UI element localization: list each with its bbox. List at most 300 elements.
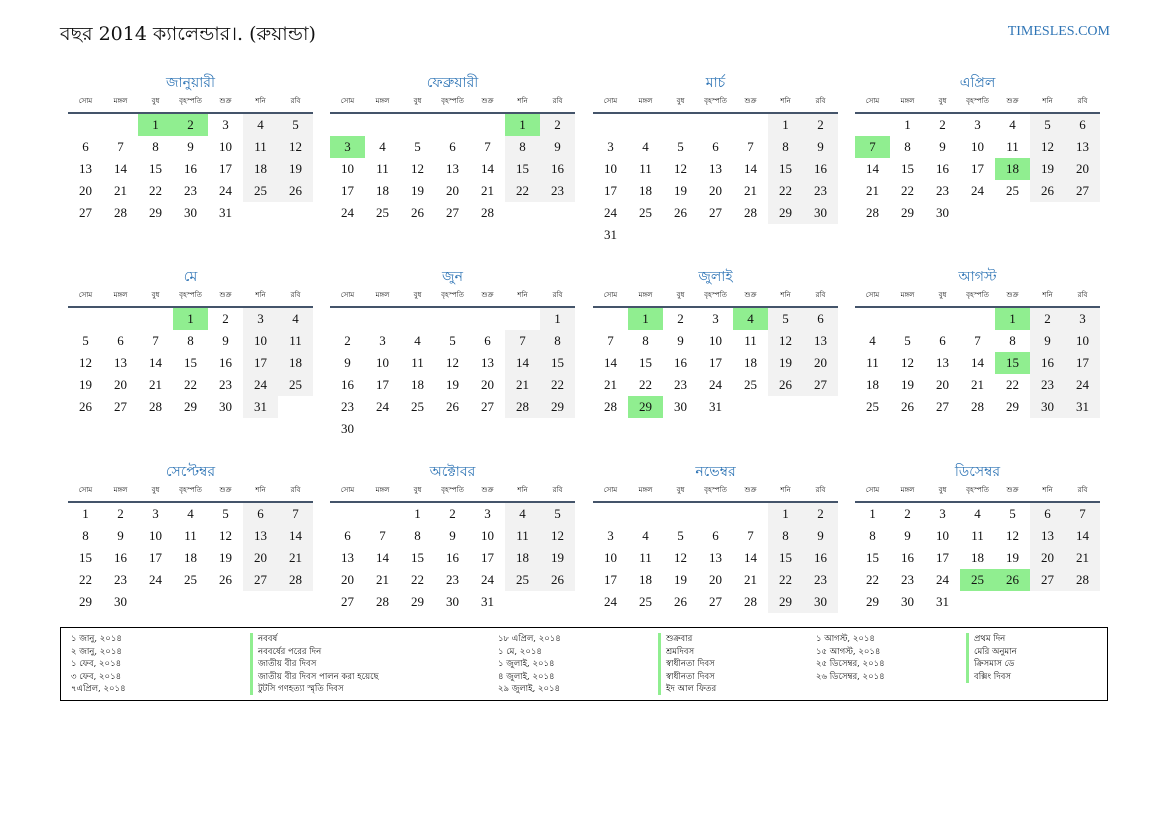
day-cell: 13	[114, 355, 127, 370]
legend-col3-dates	[816, 633, 885, 683]
weekday-label: বৃহস্পতি	[441, 97, 464, 105]
weekday-header	[68, 94, 313, 108]
legend-name: প্রথম দিন	[974, 634, 1006, 644]
weekday-label: শুক্র	[481, 486, 494, 494]
weekday-label: সোম	[865, 291, 880, 299]
legend-name: নববর্ষ	[258, 634, 278, 644]
day-cell: 3	[939, 506, 946, 521]
empty-cell	[365, 503, 400, 525]
day-cell: 23	[446, 572, 459, 587]
weekday-header	[330, 288, 575, 302]
day-cell: 23	[184, 183, 197, 198]
day-cell: 8	[540, 330, 575, 352]
day-cell: 6	[484, 333, 491, 348]
day-cell: 8	[414, 528, 421, 543]
day-cell: 10	[376, 355, 389, 370]
day-cell: 6	[939, 333, 946, 348]
weekday-label: বুধ	[413, 97, 422, 105]
empty-cell	[733, 114, 768, 136]
day-cell: 8	[82, 528, 89, 543]
day-cell: 10	[709, 333, 722, 348]
day-cell: 29	[540, 396, 575, 418]
day-cell: 2	[449, 506, 456, 521]
day-cell: 3	[712, 311, 719, 326]
day-cell: 26	[1030, 180, 1065, 202]
day-cell: 26	[219, 572, 232, 587]
day-cell: 2	[1030, 308, 1065, 330]
weekday-label: সোম	[340, 97, 355, 105]
day-cell: 22	[411, 572, 424, 587]
weekday-header	[330, 483, 575, 497]
day-cell: 15	[768, 547, 803, 569]
day-cell: 24	[604, 205, 617, 220]
weekday-label: বৃহস্পতি	[179, 291, 202, 299]
day-cell: 20	[243, 547, 278, 569]
day-cell: 22	[768, 180, 803, 202]
day-cell: 22	[79, 572, 92, 587]
day-cell: 6	[1030, 503, 1065, 525]
day-cell: 31	[219, 205, 232, 220]
day-cell: 1	[138, 114, 173, 136]
day-cell: 15	[995, 352, 1030, 374]
weekday-label: শনি	[780, 486, 791, 494]
day-cell: 1	[414, 506, 421, 521]
day-cell: 5	[677, 528, 684, 543]
day-cell: 5	[82, 333, 89, 348]
day-cell: 29	[1006, 399, 1019, 414]
day-cell: 11	[971, 528, 984, 543]
day-cell: 10	[604, 161, 617, 176]
month-name: জুন	[442, 269, 463, 285]
weekday-header	[593, 288, 838, 302]
day-cell: 3	[607, 528, 614, 543]
day-cell: 27	[481, 399, 494, 414]
day-cell: 20	[709, 572, 722, 587]
day-cell: 7	[379, 528, 386, 543]
day-cell: 12	[1030, 136, 1065, 158]
legend-bar	[250, 633, 253, 695]
day-cell: 27	[1065, 180, 1100, 202]
month-name: এপ্রিল	[959, 75, 996, 91]
day-cell: 6	[712, 528, 719, 543]
day-cell: 10	[971, 139, 984, 154]
day-cell: 16	[674, 355, 687, 370]
legend-date: ১ মে, ২০১৪	[498, 646, 542, 657]
month-calendar	[593, 266, 838, 418]
day-cell: 23	[1030, 374, 1065, 396]
weekday-label: শুক্র	[1006, 97, 1019, 105]
weekday-label: মঙ্গল	[113, 291, 128, 299]
month-name: অক্টোবর	[429, 464, 476, 480]
day-cell: 24	[149, 572, 162, 587]
day-cell: 13	[803, 330, 838, 352]
day-cell: 8	[642, 333, 649, 348]
weekday-label: সোম	[865, 97, 880, 105]
day-cell: 27	[1030, 569, 1065, 591]
weekday-label: শনি	[780, 97, 791, 105]
weekday-label: শুক্র	[744, 291, 757, 299]
day-cell: 22	[901, 183, 914, 198]
legend-col1-names	[258, 633, 379, 696]
day-cell: 4	[642, 528, 649, 543]
day-cell: 3	[1065, 308, 1100, 330]
day-cell: 25	[639, 205, 652, 220]
day-cell: 29	[901, 205, 914, 220]
day-grid	[593, 308, 838, 418]
weekday-header	[68, 483, 313, 497]
day-cell: 22	[1006, 377, 1019, 392]
day-cell: 9	[222, 333, 229, 348]
day-grid	[855, 308, 1100, 418]
day-cell: 12	[674, 161, 687, 176]
day-cell: 13	[341, 550, 354, 565]
weekday-label: বুধ	[413, 486, 422, 494]
day-cell: 25	[960, 569, 995, 591]
day-cell: 18	[376, 183, 389, 198]
day-cell: 21	[114, 183, 127, 198]
weekday-label: শনি	[1042, 97, 1053, 105]
day-cell: 16	[803, 158, 838, 180]
day-cell: 28	[114, 205, 127, 220]
month-calendar	[855, 461, 1100, 613]
day-cell: 19	[674, 572, 687, 587]
day-cell: 14	[604, 355, 617, 370]
legend-date: ৭এপ্রিল, ২০১৪	[71, 684, 126, 694]
legend-col3-names	[974, 633, 1017, 683]
day-cell: 24	[341, 205, 354, 220]
day-cell: 17	[936, 550, 949, 565]
day-cell: 8	[152, 139, 159, 154]
day-cell: 17	[219, 161, 232, 176]
day-cell: 30	[114, 594, 127, 609]
day-cell: 14	[505, 352, 540, 374]
day-cell: 10	[149, 528, 162, 543]
day-cell: 19	[411, 183, 424, 198]
day-cell: 23	[219, 377, 232, 392]
day-cell: 20	[936, 377, 949, 392]
weekday-label: শনি	[255, 486, 266, 494]
day-cell: 16	[341, 377, 354, 392]
weekday-header	[855, 288, 1100, 302]
day-cell: 3	[974, 117, 981, 132]
day-cell: 19	[446, 377, 459, 392]
day-cell: 10	[936, 528, 949, 543]
day-cell: 11	[1006, 139, 1019, 154]
day-cell: 24	[243, 374, 278, 396]
legend-name: শ্রমদিবস	[666, 646, 695, 657]
day-cell: 24	[481, 572, 494, 587]
day-cell: 30	[803, 591, 838, 613]
page-title: বছর 2014 ক্যালেন্ডার।. (রুয়ান্ডা)	[60, 23, 316, 45]
day-cell: 11	[744, 333, 757, 348]
day-cell: 7	[974, 333, 981, 348]
day-cell: 26	[411, 205, 424, 220]
day-cell: 1	[768, 503, 803, 525]
day-cell: 13	[243, 525, 278, 547]
day-cell: 25	[376, 205, 389, 220]
legend-date: ২ জানু, ২০১৪	[71, 646, 122, 657]
weekday-label: বুধ	[938, 291, 947, 299]
empty-cell	[925, 308, 960, 330]
day-cell: 3	[243, 308, 278, 330]
weekday-label: বুধ	[151, 486, 160, 494]
day-cell: 5	[677, 139, 684, 154]
weekday-label: শুক্র	[219, 486, 232, 494]
day-cell: 18	[639, 183, 652, 198]
weekday-label: রবি	[290, 291, 301, 299]
month-calendar	[330, 266, 575, 440]
weekday-label: বুধ	[151, 291, 160, 299]
day-cell: 19	[1006, 550, 1019, 565]
day-cell: 26	[278, 180, 313, 202]
day-cell: 16	[219, 355, 232, 370]
day-cell: 29	[628, 396, 663, 418]
day-cell: 22	[540, 374, 575, 396]
day-cell: 24	[1065, 374, 1100, 396]
weekday-label: সোম	[78, 97, 93, 105]
day-cell: 18	[184, 550, 197, 565]
empty-cell	[698, 114, 733, 136]
weekday-label: শনি	[517, 97, 528, 105]
site-link[interactable]: TIMESLES.COM	[1007, 24, 1110, 39]
legend-date: ১৮ এপ্রিল, ২০১৪	[498, 634, 561, 644]
weekday-label: মঙ্গল	[900, 486, 915, 494]
weekday-label: মঙ্গল	[375, 486, 390, 494]
day-cell: 11	[278, 330, 313, 352]
legend-date: ১৫ আগস্ট, ২০১৪	[816, 646, 881, 657]
weekday-header	[593, 94, 838, 108]
month-name: আগস্ট	[958, 269, 997, 285]
day-cell: 25	[278, 374, 313, 396]
day-cell: 5	[1009, 506, 1016, 521]
month-calendar	[330, 461, 575, 613]
legend-col1-dates	[71, 633, 126, 696]
weekday-label: রবি	[1077, 291, 1088, 299]
day-cell: 7	[278, 503, 313, 525]
weekday-label: রবি	[290, 97, 301, 105]
day-cell: 25	[1006, 183, 1019, 198]
day-cell: 1	[628, 308, 663, 330]
weekday-label: মঙ্গল	[900, 97, 915, 105]
day-cell: 1	[540, 308, 575, 330]
day-cell: 14	[744, 161, 757, 176]
empty-cell	[663, 114, 698, 136]
day-cell: 3	[222, 117, 229, 132]
empty-cell	[68, 308, 103, 330]
day-cell: 26	[674, 594, 687, 609]
day-cell: 3	[379, 333, 386, 348]
day-cell: 7	[747, 528, 754, 543]
day-cell: 13	[709, 550, 722, 565]
day-cell: 19	[278, 158, 313, 180]
day-cell: 26	[674, 205, 687, 220]
day-cell: 4	[974, 506, 981, 521]
weekday-label: সোম	[603, 97, 618, 105]
day-cell: 8	[1009, 333, 1016, 348]
empty-cell	[593, 114, 628, 136]
day-cell: 17	[243, 352, 278, 374]
day-cell: 18	[995, 158, 1030, 180]
day-cell: 30	[674, 399, 687, 414]
day-cell: 31	[936, 594, 949, 609]
day-cell: 22	[866, 572, 879, 587]
day-cell: 2	[173, 114, 208, 136]
day-cell: 17	[604, 572, 617, 587]
weekday-label: মঙ্গল	[113, 486, 128, 494]
day-cell: 4	[243, 114, 278, 136]
day-cell: 12	[411, 161, 424, 176]
day-cell: 11	[184, 528, 197, 543]
weekday-label: সোম	[603, 291, 618, 299]
day-cell: 24	[219, 183, 232, 198]
legend-bar	[966, 633, 969, 683]
day-cell: 8	[768, 525, 803, 547]
holiday-legend	[60, 627, 1108, 701]
month-name: জানুয়ারী	[166, 75, 215, 91]
month-calendar	[330, 72, 575, 224]
weekday-label: শনি	[1042, 291, 1053, 299]
weekday-label: বুধ	[676, 97, 685, 105]
day-cell: 19	[768, 352, 803, 374]
day-cell: 16	[936, 161, 949, 176]
weekday-label: বৃহস্পতি	[179, 486, 202, 494]
empty-cell	[435, 114, 470, 136]
weekday-label: শুক্র	[1006, 486, 1019, 494]
day-cell: 8	[768, 136, 803, 158]
empty-cell	[68, 114, 103, 136]
day-cell: 11	[243, 136, 278, 158]
empty-cell	[435, 308, 470, 330]
day-cell: 19	[901, 377, 914, 392]
day-cell: 30	[446, 594, 459, 609]
day-cell: 5	[449, 333, 456, 348]
month-name: মে	[183, 269, 198, 285]
day-cell: 9	[449, 528, 456, 543]
day-cell: 28	[866, 205, 879, 220]
day-cell: 21	[505, 374, 540, 396]
day-cell: 12	[901, 355, 914, 370]
empty-cell	[855, 114, 890, 136]
day-cell: 11	[639, 161, 652, 176]
day-cell: 28	[744, 594, 757, 609]
day-cell: 6	[1065, 114, 1100, 136]
day-cell: 13	[79, 161, 92, 176]
weekday-label: বৃহস্পতি	[704, 291, 727, 299]
day-cell: 20	[803, 352, 838, 374]
weekday-label: মঙ্গল	[900, 291, 915, 299]
day-cell: 26	[995, 569, 1030, 591]
weekday-label: বুধ	[413, 291, 422, 299]
day-cell: 3	[484, 506, 491, 521]
legend-date: ৩ ফেব, ২০১৪	[71, 671, 122, 682]
weekday-label: মঙ্গল	[113, 97, 128, 105]
day-cell: 15	[768, 158, 803, 180]
day-cell: 6	[117, 333, 124, 348]
day-cell: 4	[414, 333, 421, 348]
day-cell: 7	[117, 139, 124, 154]
weekday-label: মঙ্গল	[638, 97, 653, 105]
day-cell: 11	[376, 161, 389, 176]
day-cell: 2	[803, 503, 838, 525]
day-cell: 30	[901, 594, 914, 609]
day-cell: 5	[222, 506, 229, 521]
day-cell: 18	[866, 377, 879, 392]
legend-col2-names	[666, 633, 716, 696]
day-cell: 12	[446, 355, 459, 370]
day-cell: 19	[79, 377, 92, 392]
day-cell: 22	[149, 183, 162, 198]
weekday-label: সোম	[340, 291, 355, 299]
day-cell: 7	[747, 139, 754, 154]
day-cell: 29	[184, 399, 197, 414]
month-name: সেপ্টেম্বর	[165, 464, 216, 480]
month-calendar	[68, 72, 313, 224]
day-cell: 1	[173, 308, 208, 330]
empty-cell	[470, 114, 505, 136]
day-cell: 7	[484, 139, 491, 154]
day-cell: 13	[1065, 136, 1100, 158]
month-name: ফেব্রুয়ারী	[426, 75, 479, 91]
weekday-label: শুক্র	[481, 291, 494, 299]
weekday-label: মঙ্গল	[638, 486, 653, 494]
legend-name: স্বাধীনতা দিবস	[666, 659, 715, 669]
day-cell: 30	[184, 205, 197, 220]
month-name: নভেম্বর	[695, 464, 736, 480]
day-cell: 20	[481, 377, 494, 392]
weekday-label: রবি	[552, 486, 563, 494]
day-grid	[68, 114, 313, 224]
legend-name: স্বাধীনতা দিবস	[666, 671, 715, 682]
empty-cell	[400, 114, 435, 136]
day-cell: 5	[904, 333, 911, 348]
empty-cell	[890, 308, 925, 330]
day-cell: 4	[505, 503, 540, 525]
legend-col2-dates	[498, 633, 561, 696]
weekday-label: শনি	[780, 291, 791, 299]
day-cell: 30	[219, 399, 232, 414]
weekday-label: শনি	[255, 97, 266, 105]
weekday-label: সোম	[78, 291, 93, 299]
empty-cell	[960, 308, 995, 330]
day-cell: 5	[540, 503, 575, 525]
empty-cell	[470, 308, 505, 330]
legend-date: ২৯ জুলাই, ২০১৪	[498, 684, 561, 694]
legend-name: ক্রিসমাস ডে	[974, 659, 1015, 669]
day-cell: 4	[642, 139, 649, 154]
day-cell: 25	[243, 180, 278, 202]
day-cell: 25	[639, 594, 652, 609]
day-cell: 16	[901, 550, 914, 565]
empty-cell	[855, 308, 890, 330]
empty-cell	[628, 114, 663, 136]
empty-cell	[330, 503, 365, 525]
day-cell: 21	[744, 572, 757, 587]
day-cell: 9	[540, 136, 575, 158]
month-name: মার্চ	[705, 75, 726, 91]
day-cell: 11	[639, 550, 652, 565]
day-cell: 26	[901, 399, 914, 414]
day-cell: 31	[243, 396, 278, 418]
day-cell: 20	[79, 183, 92, 198]
day-cell: 16	[184, 161, 197, 176]
day-cell: 4	[869, 333, 876, 348]
day-cell: 3	[330, 136, 365, 158]
weekday-label: সোম	[603, 486, 618, 494]
day-cell: 28	[744, 205, 757, 220]
day-cell: 6	[803, 308, 838, 330]
legend-bar	[658, 633, 661, 695]
day-cell: 2	[222, 311, 229, 326]
